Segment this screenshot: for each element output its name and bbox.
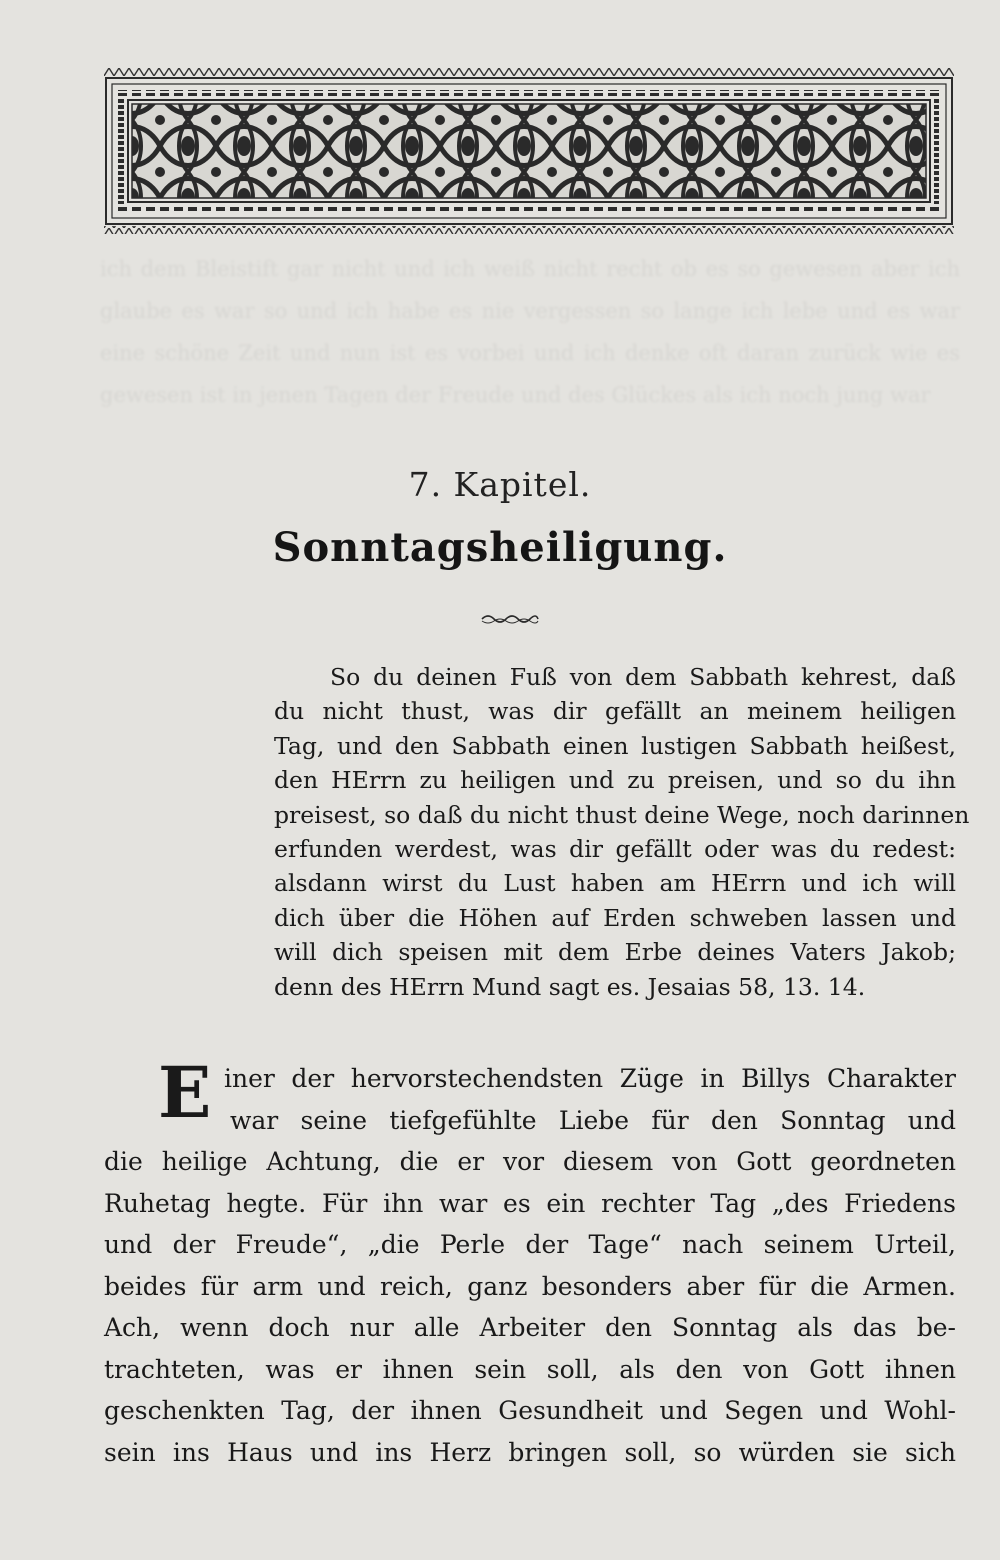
body-line: und der Freude“, „die Perle der Tage“ nach seinem Urteil,	[104, 1230, 956, 1259]
body-line: iner der hervorstechendsten Züge in Billys Charakter	[224, 1064, 956, 1093]
body-line: war seine tiefgefühlte Liebe für den Sonntag und	[230, 1105, 956, 1135]
epigraph-line: Tag, und den Sabbath einen lustigen Sabbath heißest,	[274, 731, 956, 760]
epigraph-line: den HErrn zu heiligen und zu preisen, und so du ihn	[274, 766, 956, 795]
epigraph-line: alsdann wirst du Lust haben am HErrn und ich will	[274, 869, 956, 898]
body-line: Ach, wenn doch nur alle Arbeiter den Sonntag als das be-	[104, 1313, 956, 1342]
epigraph-line: du nicht thust, was dir gefällt an meinem heiligen	[274, 697, 956, 726]
show-through-text: ich dem Bleistift gar nicht und ich weiß nicht recht ob es so gewesen aber ich glaube es war so und ich habe es nie vergessen so lange ich lebe und es war eine schöne Zeit und nun ist es vorbei und ich denke oft daran zurück wie es gewesen ist in jenen Tagen der Freude und des Glückes als ich noch jung war	[100, 257, 960, 407]
body-line: sein ins Haus und ins Herz bringen soll, so würden sie sich	[104, 1437, 956, 1467]
chapter-number: 7. Kapitel.	[408, 465, 592, 504]
body-line: geschenkten Tag, der ihnen Gesundheit und Segen und Wohl-	[104, 1396, 956, 1425]
epigraph-line: erfunden werdest, was dir gefällt oder was du redest:	[274, 834, 956, 863]
body-line: die heilige Achtung, die er vor diesem von Gott geordneten	[104, 1147, 956, 1176]
epigraph-line: preisest, so daß du nicht thust deine Wege, noch darinnen	[274, 800, 970, 829]
body-line: Ruhetag hegte. Für ihn war es ein rechter Tag „des Friedens	[104, 1188, 956, 1218]
body-line: trachteten, was er ihnen sein soll, als den von Gott ihnen	[104, 1354, 956, 1384]
drop-cap-letter: E	[158, 1051, 212, 1134]
ornamental-divider	[480, 610, 540, 628]
epigraph-line: will dich speisen mit dem Erbe deines Vaters Jakob;	[274, 938, 956, 967]
body-paragraph	[104, 1058, 956, 1473]
ornamental-header-border	[104, 68, 954, 234]
epigraph-quote	[274, 660, 970, 1004]
chapter-title: Sonntagsheiligung.	[272, 524, 728, 571]
epigraph-line: So du deinen Fuß von dem Sabbath kehrest, daß	[330, 663, 956, 691]
epigraph-line: dich über die Höhen auf Erden schweben lassen und	[274, 903, 956, 932]
body-line: beides für arm und reich, ganz besonders aber für die Armen.	[104, 1271, 956, 1301]
epigraph-line-citation: denn des HErrn Mund sagt es. Jesaias 58, 13. 14.	[274, 972, 866, 1001]
